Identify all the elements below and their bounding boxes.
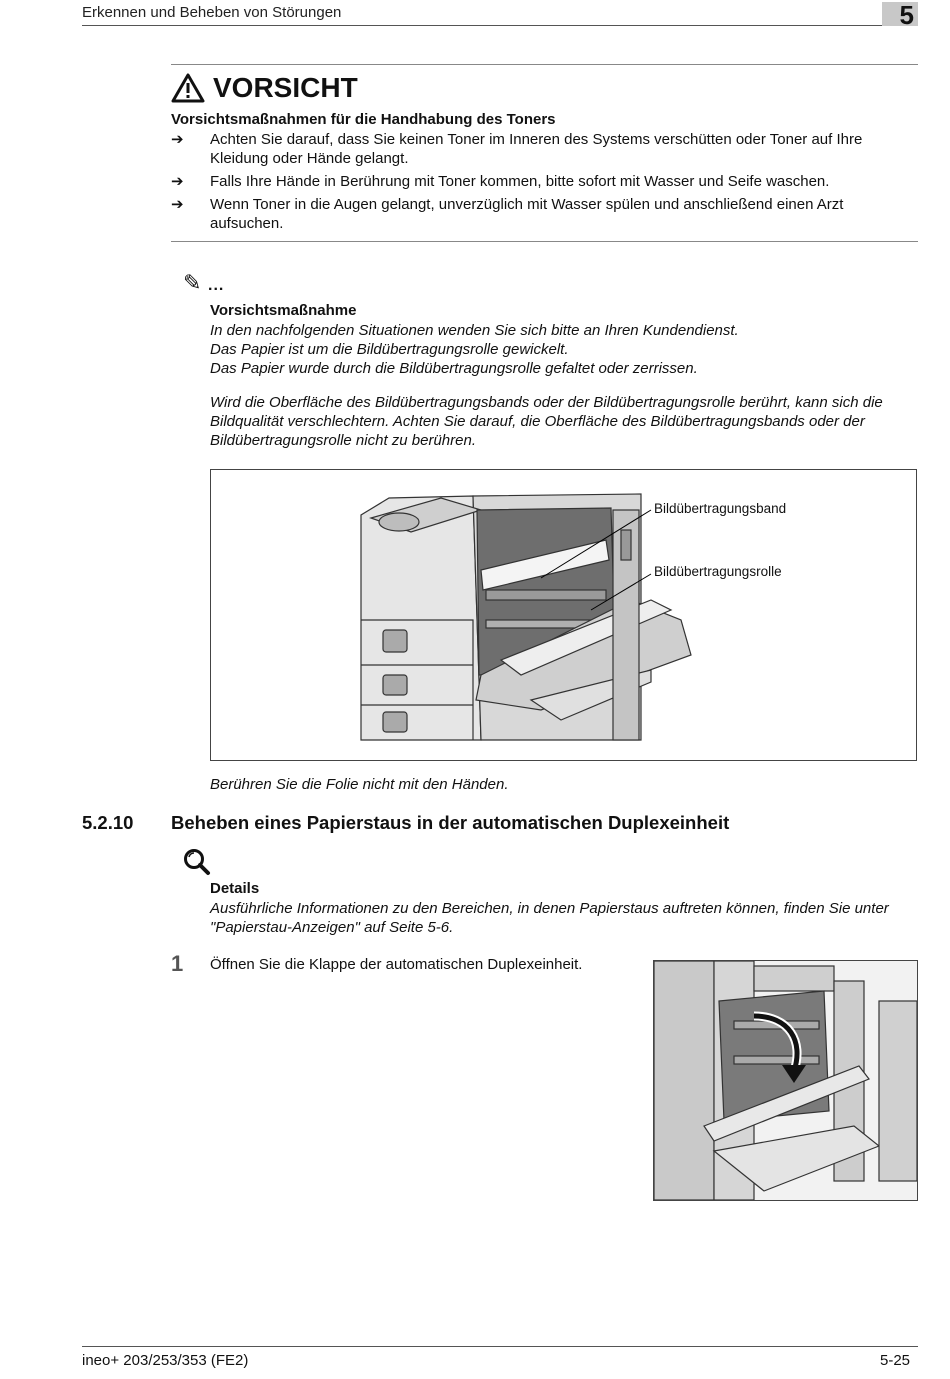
footer-rule [82, 1346, 918, 1347]
caution-bullet: ➔ Wenn Toner in die Augen gelangt, unverzüglich mit Wasser spülen und anschließend einen Arzt aufsuchen. [171, 196, 844, 232]
note-line: In den nachfolgenden Situationen wenden Sie sich bitte an Ihren Kundendienst. [210, 322, 739, 339]
chapter-number: 5 [882, 2, 918, 26]
label-transfer-belt: Bildübertragungsband [654, 501, 787, 516]
section-title: Beheben eines Papierstaus in der automatischen Duplexeinheit [171, 812, 730, 833]
figure-caption: Berühren Sie die Folie nicht mit den Händen. [210, 776, 509, 793]
arrow-icon: ➔ [171, 173, 184, 190]
note-heading: Vorsichtsmaßnahme [210, 302, 357, 319]
caution-top-rule [171, 64, 918, 65]
step-number: 1 [171, 951, 184, 976]
caution-bullet-list [171, 130, 911, 237]
caution-title [171, 72, 358, 104]
warning-triangle-icon [171, 73, 205, 103]
step-text: Öffnen Sie die Klappe der automatischen Duplexeinheit. [210, 956, 583, 973]
header-rule [82, 25, 882, 26]
running-head: Erkennen und Beheben von Störungen [82, 4, 342, 21]
footer-model: ineo+ 203/253/353 (FE2) [82, 1352, 249, 1369]
details-reference-link[interactable]: "Papierstau-Anzeigen" auf Seite 5-6. [210, 919, 454, 936]
label-transfer-roller: Bildübertragungsrolle [654, 564, 782, 579]
caution-bullet: ➔ Falls Ihre Hände in Berührung mit Toner kommen, bitte sofort mit Wasser und Seife waschen. [171, 173, 830, 190]
section-heading [82, 812, 729, 834]
section-number: 5.2.10 [82, 812, 134, 833]
duplex-figure [653, 960, 918, 1201]
note-paragraph: Wird die Oberfläche des Bildübertragungsbands oder der Bildübertragungsrolle berührt, kann sich die Bildqualität verschlechtern. Achten Sie darauf, die Oberfläche des Bildübertragungsbands oder der Bildübertragungsrolle nicht zu berühren. [210, 394, 883, 449]
printer-illustration [211, 470, 916, 760]
magnifier-icon [183, 848, 211, 876]
caution-bullet: ➔ Achten Sie darauf, dass Sie keinen Toner im Inneren des Systems verschütten oder Toner auf Ihre Kleidung oder Hände gelangt. [171, 131, 863, 167]
note-dots: ... [208, 277, 225, 294]
details-text: Ausführliche Informationen zu den Bereichen, in denen Papierstaus auftreten können, finden Sie unter [210, 900, 889, 917]
printer-figure [210, 469, 917, 761]
arrow-icon: ➔ [171, 196, 184, 213]
footer-page-number: 5-25 [880, 1352, 911, 1369]
note-line: Das Papier ist um die Bildübertragungsrolle gewickelt. [210, 341, 569, 358]
caution-bottom-rule [171, 241, 918, 242]
note-line: Das Papier wurde durch die Bildübertragungsrolle gefaltet oder zerrissen. [210, 360, 698, 377]
caution-title-text: VORSICHT [213, 72, 358, 103]
details-heading: Details [210, 880, 260, 897]
pencil-icon: ✎ [183, 270, 202, 295]
caution-subtitle: Vorsichtsmaßnahmen für die Handhabung des Toners [171, 111, 556, 128]
duplex-door-illustration [654, 961, 917, 1200]
arrow-icon: ➔ [171, 131, 184, 148]
